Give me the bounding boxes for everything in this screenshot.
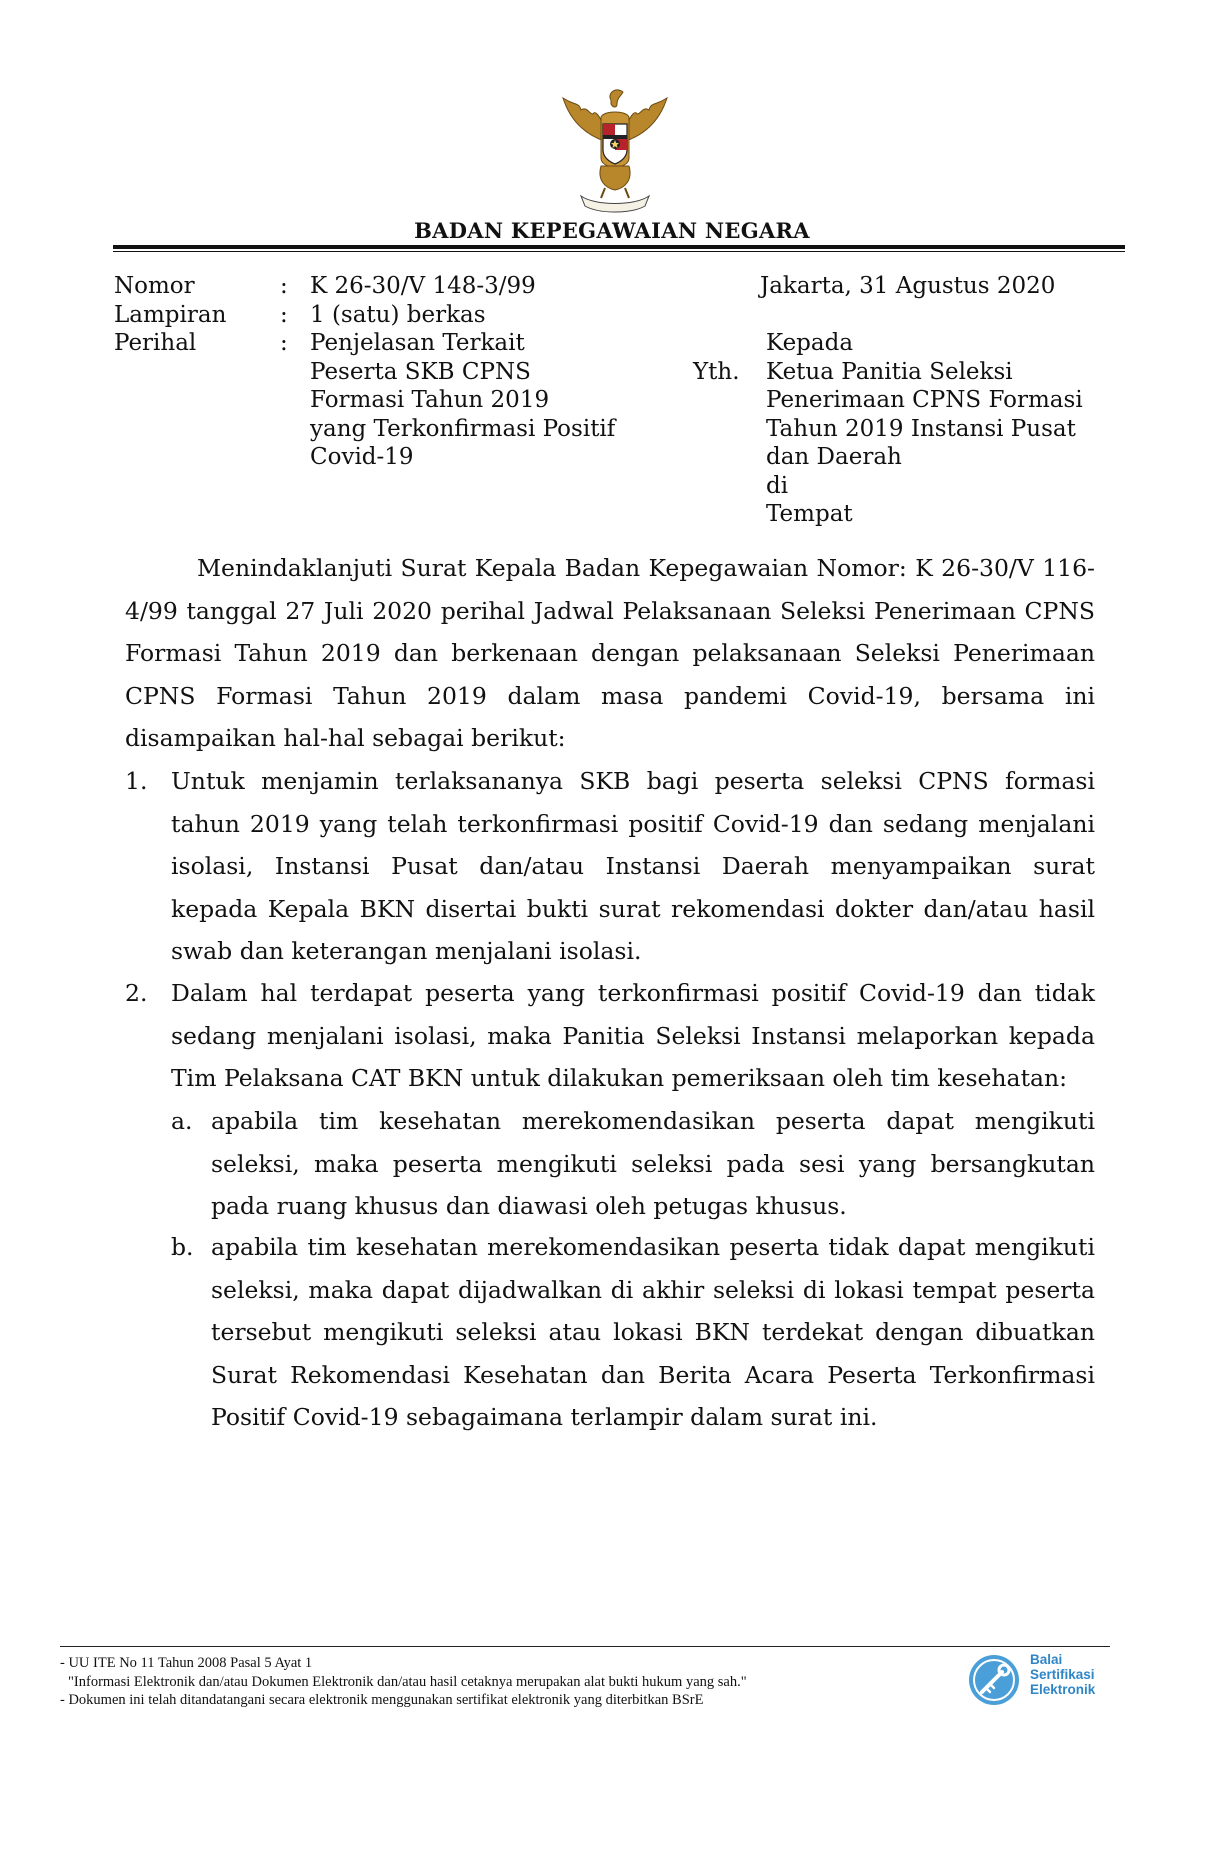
perihal-line: Peserta SKB CPNS (310, 358, 531, 385)
subitem-line: Surat Rekomendasi Kesehatan dan Berita Acara Peserta Terkonfirmasi (211, 1360, 1095, 1389)
bsre-line: Elektronik (1030, 1682, 1096, 1697)
item-line: tahun 2019 yang telah terkonfirmasi positif Covid-19 dan sedang menjalani (171, 809, 1095, 838)
paragraph-line: Menindaklanjuti Surat Kepala Badan Kepegawaian Nomor: K 26-30/V 116- (197, 554, 1095, 582)
perihal-line: Formasi Tahun 2019 (310, 387, 550, 413)
meta-colons (280, 272, 288, 358)
item-line: swab dan keterangan menjalani isolasi. (171, 937, 642, 965)
subitem-b-text (211, 1226, 1095, 1439)
subitem-line: pada ruang khusus dan diawasi oleh petugas khusus. (211, 1192, 847, 1220)
item-number: 1. (125, 767, 148, 795)
paragraph-line: Formasi Tahun 2019 dan berkenaan dengan pelaksanaan Seleksi Penerimaan (125, 639, 1095, 667)
subitem-letter: b. (171, 1233, 194, 1261)
paragraph-line: CPNS Formasi Tahun 2019 dalam masa pandemi Covid-19, bersama ini (125, 681, 1095, 710)
meta-values (310, 272, 615, 472)
colon: : (280, 273, 288, 299)
organization-name: BADAN KEPEGAWAIAN NEGARA (414, 218, 810, 243)
subitem-line: seleksi, maka dapat dijadwalkan di akhir seleksi di lokasi tempat peserta (211, 1275, 1095, 1304)
garuda-emblem (545, 80, 685, 220)
item-number: 2. (125, 979, 148, 1007)
item-line: Untuk menjamin terlaksananya SKB bagi peserta seleksi CPNS formasi (171, 767, 1095, 795)
item-1-text (171, 760, 1095, 973)
yth-label: Yth. (693, 358, 740, 385)
footer-rule (60, 1646, 1110, 1647)
recipient-line: Ketua Panitia Seleksi (766, 358, 1013, 385)
subitem-line: Positif Covid-19 sebagaimana terlampir dalam surat ini. (211, 1403, 878, 1431)
colon: : (280, 330, 288, 356)
recipient-block (766, 329, 1083, 529)
bsre-logo-icon (966, 1652, 1022, 1708)
nomor-value: K 26-30/V 148-3/99 (310, 273, 536, 299)
item-line: sedang menjalani isolasi, maka Panitia Seleksi Instansi melaporkan kepada (171, 1021, 1095, 1050)
lampiran-label: Lampiran (114, 301, 227, 328)
item-line: Dalam hal terdapat peserta yang terkonfirmasi positif Covid-19 dan tidak (171, 979, 1095, 1007)
recipient-line: di (766, 472, 789, 499)
header-rule-thin (113, 251, 1125, 252)
letter-date: Jakarta, 31 Agustus 2020 (760, 273, 1056, 299)
perihal-line: Covid-19 (310, 444, 414, 470)
recipient-line: dan Daerah (766, 444, 902, 470)
bsre-line: Sertifikasi (1030, 1667, 1095, 1682)
subitem-a-text (211, 1100, 1095, 1228)
paragraph-line: 4/99 tanggal 27 Juli 2020 perihal Jadwal Pelaksanaan Seleksi Penerimaan CPNS (125, 596, 1095, 625)
recipient-line: Tempat (766, 501, 853, 527)
subitem-line: seleksi, maka peserta mengikuti seleksi pada sesi yang bersangkutan (211, 1149, 1095, 1178)
nomor-label: Nomor (114, 273, 195, 299)
perihal-line: Penjelasan Terkait (310, 330, 525, 356)
header-rule-thick (113, 245, 1125, 249)
perihal-line: yang Terkonfirmasi Positif (310, 415, 616, 442)
paragraph-line: disampaikan hal-hal sebagai berikut: (125, 724, 566, 752)
item-line: Tim Pelaksana CAT BKN untuk dilakukan pemeriksaan oleh tim kesehatan: (171, 1064, 1068, 1092)
subitem-line: apabila tim kesehatan merekomendasikan peserta dapat mengikuti (211, 1107, 1095, 1135)
recipient-line: Penerimaan CPNS Formasi (766, 387, 1083, 413)
bsre-line: Balai (1030, 1652, 1063, 1667)
item-2-text (171, 972, 1095, 1100)
item-line: isolasi, Instansi Pusat dan/atau Instansi Daerah menyampaikan surat (171, 852, 1095, 880)
footer-line: - Dokumen ini telah ditandatangani secara elektronik menggunakan sertifikat elektronik yang diterbitkan BSrE (60, 1692, 704, 1708)
bsre-logo-text (1030, 1652, 1095, 1697)
colon: : (280, 301, 288, 328)
footer-notes (60, 1654, 747, 1710)
perihal-label: Perihal (114, 330, 197, 356)
item-line: kepada Kepala BKN disertai bukti surat rekomendasi dokter dan/atau hasil (171, 894, 1095, 923)
footer-line: "Informasi Elektronik dan/atau Dokumen Elektronik dan/atau hasil cetaknya merupakan alat bukti hukum yang sah." (68, 1673, 747, 1690)
subitem-letter: a. (171, 1107, 193, 1135)
lampiran-value: 1 (satu) berkas (310, 301, 486, 328)
meta-labels (114, 272, 226, 358)
subitem-line: apabila tim kesehatan merekomendasikan peserta tidak dapat mengikuti (211, 1233, 1095, 1261)
intro-paragraph (125, 547, 1095, 760)
kepada-label: Kepada (766, 330, 854, 356)
footer-line: - UU ITE No 11 Tahun 2008 Pasal 5 Ayat 1 (60, 1655, 313, 1671)
recipient-line: Tahun 2019 Instansi Pusat (766, 415, 1076, 442)
subitem-line: tersebut mengikuti seleksi atau lokasi BKN terdekat dengan dibuatkan (211, 1318, 1095, 1346)
